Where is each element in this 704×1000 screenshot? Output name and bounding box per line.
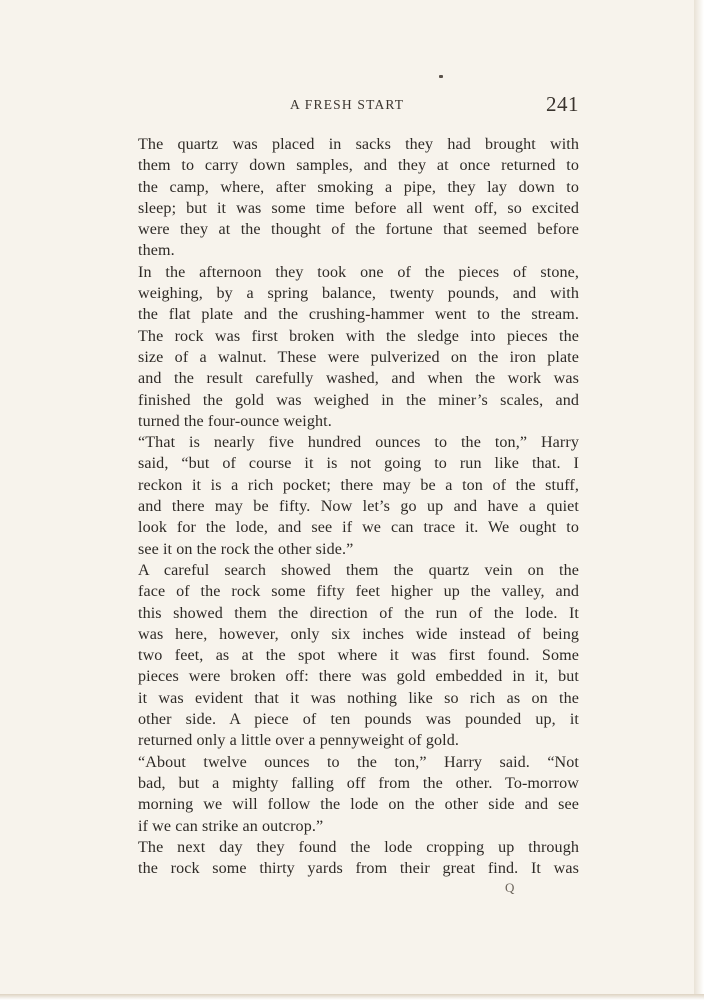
text-line: sleep; but it was some time before all went off, so excited <box>138 199 579 217</box>
body-text <box>138 134 579 879</box>
text-line: if we can strike an outcrop.” <box>138 817 324 835</box>
text-line: The rock was first broken with the sledge into pieces the <box>138 327 579 345</box>
text-line: and the result carefully washed, and when the work was <box>138 370 579 388</box>
page-number: 241 <box>546 92 579 116</box>
text-line: and there may be fifty. Now let’s go up and have a quiet <box>138 498 579 516</box>
text-line: turned the four-ounce weight. <box>138 412 332 430</box>
text-line: said, “but of course it is not going to run like that. I <box>138 455 579 473</box>
text-line: finished the gold was weighed in the miner’s scales, and <box>138 391 579 409</box>
page-bottom-edge <box>0 994 704 1000</box>
text-line: two feet, as at the spot where it was first found. Some <box>138 647 579 665</box>
text-line: reckon it is a rich pocket; there may be a ton of the stuff, <box>138 476 579 494</box>
text-line: The next day they found the lode cropping up through <box>138 838 579 856</box>
text-line: see it on the rock the other side.” <box>138 540 354 558</box>
text-line: A careful search showed them the quartz vein on the <box>138 561 579 579</box>
text-line: morning we will follow the lode on the other side and see <box>138 796 579 814</box>
text-line: the rock some thirty yards from their great find. It was <box>138 860 579 878</box>
page-edge-shadow <box>694 0 704 1000</box>
text-line: The quartz was placed in sacks they had brought with <box>138 136 579 153</box>
text-line: returned only a little over a pennyweight of gold. <box>138 732 459 750</box>
running-head <box>138 92 579 120</box>
text-line: them to carry down samples, and they at once returned to <box>138 157 579 175</box>
text-line: “That is nearly five hundred ounces to the ton,” Harry <box>138 434 579 452</box>
text-line: the flat plate and the crushing-hammer went to the stream. <box>138 306 579 324</box>
text-line: face of the rock some fifty feet higher up the valley, and <box>138 583 579 601</box>
text-line: the camp, where, after smoking a pipe, they lay down to <box>138 178 579 196</box>
text-line: size of a walnut. These were pulverized on the iron plate <box>138 348 579 366</box>
text-line: other side. A piece of ten pounds was pounded up, it <box>138 711 579 729</box>
text-line: was here, however, only six inches wide instead of being <box>138 625 579 643</box>
text-line: it was evident that it was nothing like so rich as on the <box>138 689 579 707</box>
text-line: this showed them the direction of the run of the lode. It <box>138 604 579 622</box>
text-line: “About twelve ounces to the ton,” Harry said. “Not <box>138 753 579 771</box>
text-line: were they at the thought of the fortune that seemed before <box>138 221 579 239</box>
signature-mark: Q <box>505 880 515 895</box>
text-line: In the afternoon they took one of the pieces of stone, <box>138 263 579 281</box>
running-title: A FRESH START <box>290 97 405 112</box>
text-line: weighing, by a spring balance, twenty pounds, and with <box>138 285 579 303</box>
text-line: look for the lode, and see if we can trace it. We ought to <box>138 519 579 537</box>
text-line: them. <box>138 242 175 260</box>
text-line: bad, but a mighty falling off from the other. To-morrow <box>138 774 579 792</box>
ink-speck <box>439 75 443 78</box>
text-line: pieces were broken off: there was gold embedded in it, but <box>138 668 579 686</box>
